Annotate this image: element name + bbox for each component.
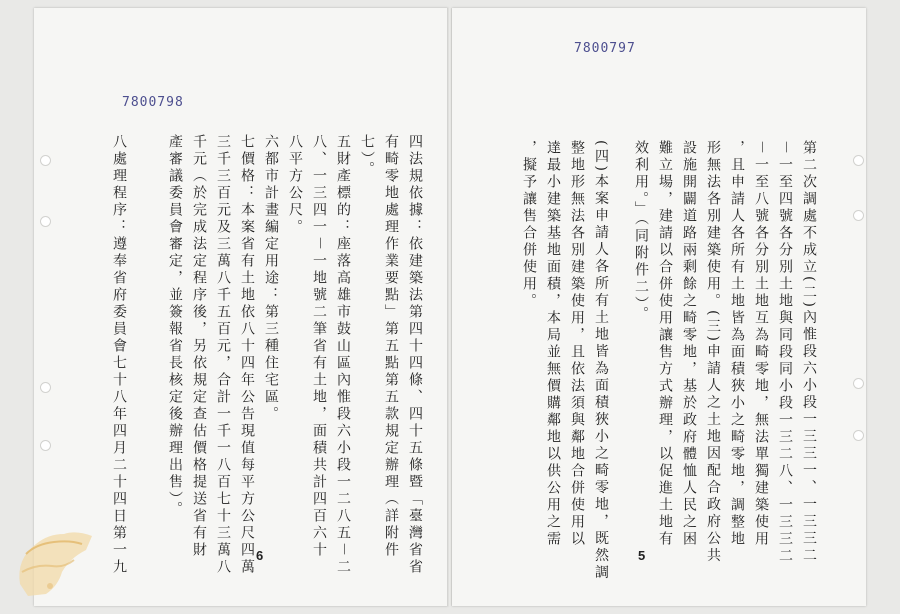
right-text-column: －一至四號各分別土地與同段同小段一三二八、一三三二	[777, 140, 793, 565]
binder-hole	[853, 430, 864, 441]
left-text-column: 產審議委員會審定，並簽報省長核定後辦理出售）。	[167, 134, 183, 518]
binder-hole	[40, 382, 51, 393]
left-text-column: 八處理程序：遵奉省府委員會七十八年四月二十四日第一九	[111, 134, 127, 576]
left-text-column: 七價格：本案省有土地依八十四年公告現值每平方公尺四萬	[239, 134, 255, 576]
right-text-column: 設施開闢道路兩剩餘之畸零地，基於政府體恤人民之困	[681, 140, 697, 548]
left-doc-number: 7800798	[122, 95, 184, 110]
right-text-column: ，且申請人各所有土地皆為面積狹小之畸零地，調整地	[729, 140, 745, 548]
right-doc-number: 7800797	[574, 41, 636, 56]
right-text-column: 效利用。」（同附件二）。	[633, 140, 649, 323]
right-text-column: ，擬予讓售合併使用。	[521, 140, 537, 310]
left-text-column: 有畸零地處理作業要點」第五點第五款規定辦理（詳附件	[383, 134, 399, 559]
right-text-column: 達最小建築基地面積，本局並無價購鄰地以供公用之需	[545, 140, 561, 548]
left-text-column: 千元（於完成法定程序後，另依規定查估價格提送省有財	[191, 134, 207, 559]
right-text-column: (四)本案申請人各所有土地皆為面積狹小之畸零地，既然調	[593, 140, 609, 582]
right-text-column: －一至八號各分別土地互為畸零地，無法單獨建築使用	[753, 140, 769, 548]
left-text-column: 三千三百元及三萬八千五百元，合計一千一八百七十三萬八	[215, 134, 231, 576]
left-text-column: 五財產標的：座落高雄市鼓山區內惟段六小段一二八五－二	[335, 134, 351, 576]
left-text-column: 八平方公尺。	[287, 134, 303, 236]
binder-hole	[40, 155, 51, 166]
left-text-column: 八、一三四一－一地號二筆省有土地，面積共計四百六十	[311, 134, 327, 559]
left-text-column: 七）。	[359, 134, 375, 178]
right-page-number: 5	[638, 548, 646, 563]
binder-hole	[40, 216, 51, 227]
binder-hole	[853, 155, 864, 166]
left-page-number: 6	[256, 548, 264, 563]
archive-watermark-logo	[6, 514, 98, 600]
right-text-column: 難立場，建請以合併使用讓售方式辦理，以促進土地有	[657, 140, 673, 548]
binder-hole	[40, 440, 51, 451]
binder-hole	[853, 378, 864, 389]
left-text-column: 四法規依據：依建築法第四十四條、四十五條暨「臺灣省省	[407, 134, 423, 576]
binder-hole	[853, 210, 864, 221]
right-text-column: 形無法各別建築使用。(三)申請人之土地因配合政府公共	[705, 140, 721, 565]
right-text-column: 第二次調處不成立(二)內惟段六小段一三三一、一三三二	[801, 140, 817, 565]
left-text-column: 六都市計畫編定用途：第三種住宅區。	[263, 134, 279, 423]
right-text-column: 整地形無法各別建築使用，且依法須與鄰地合併使用以	[569, 140, 585, 548]
